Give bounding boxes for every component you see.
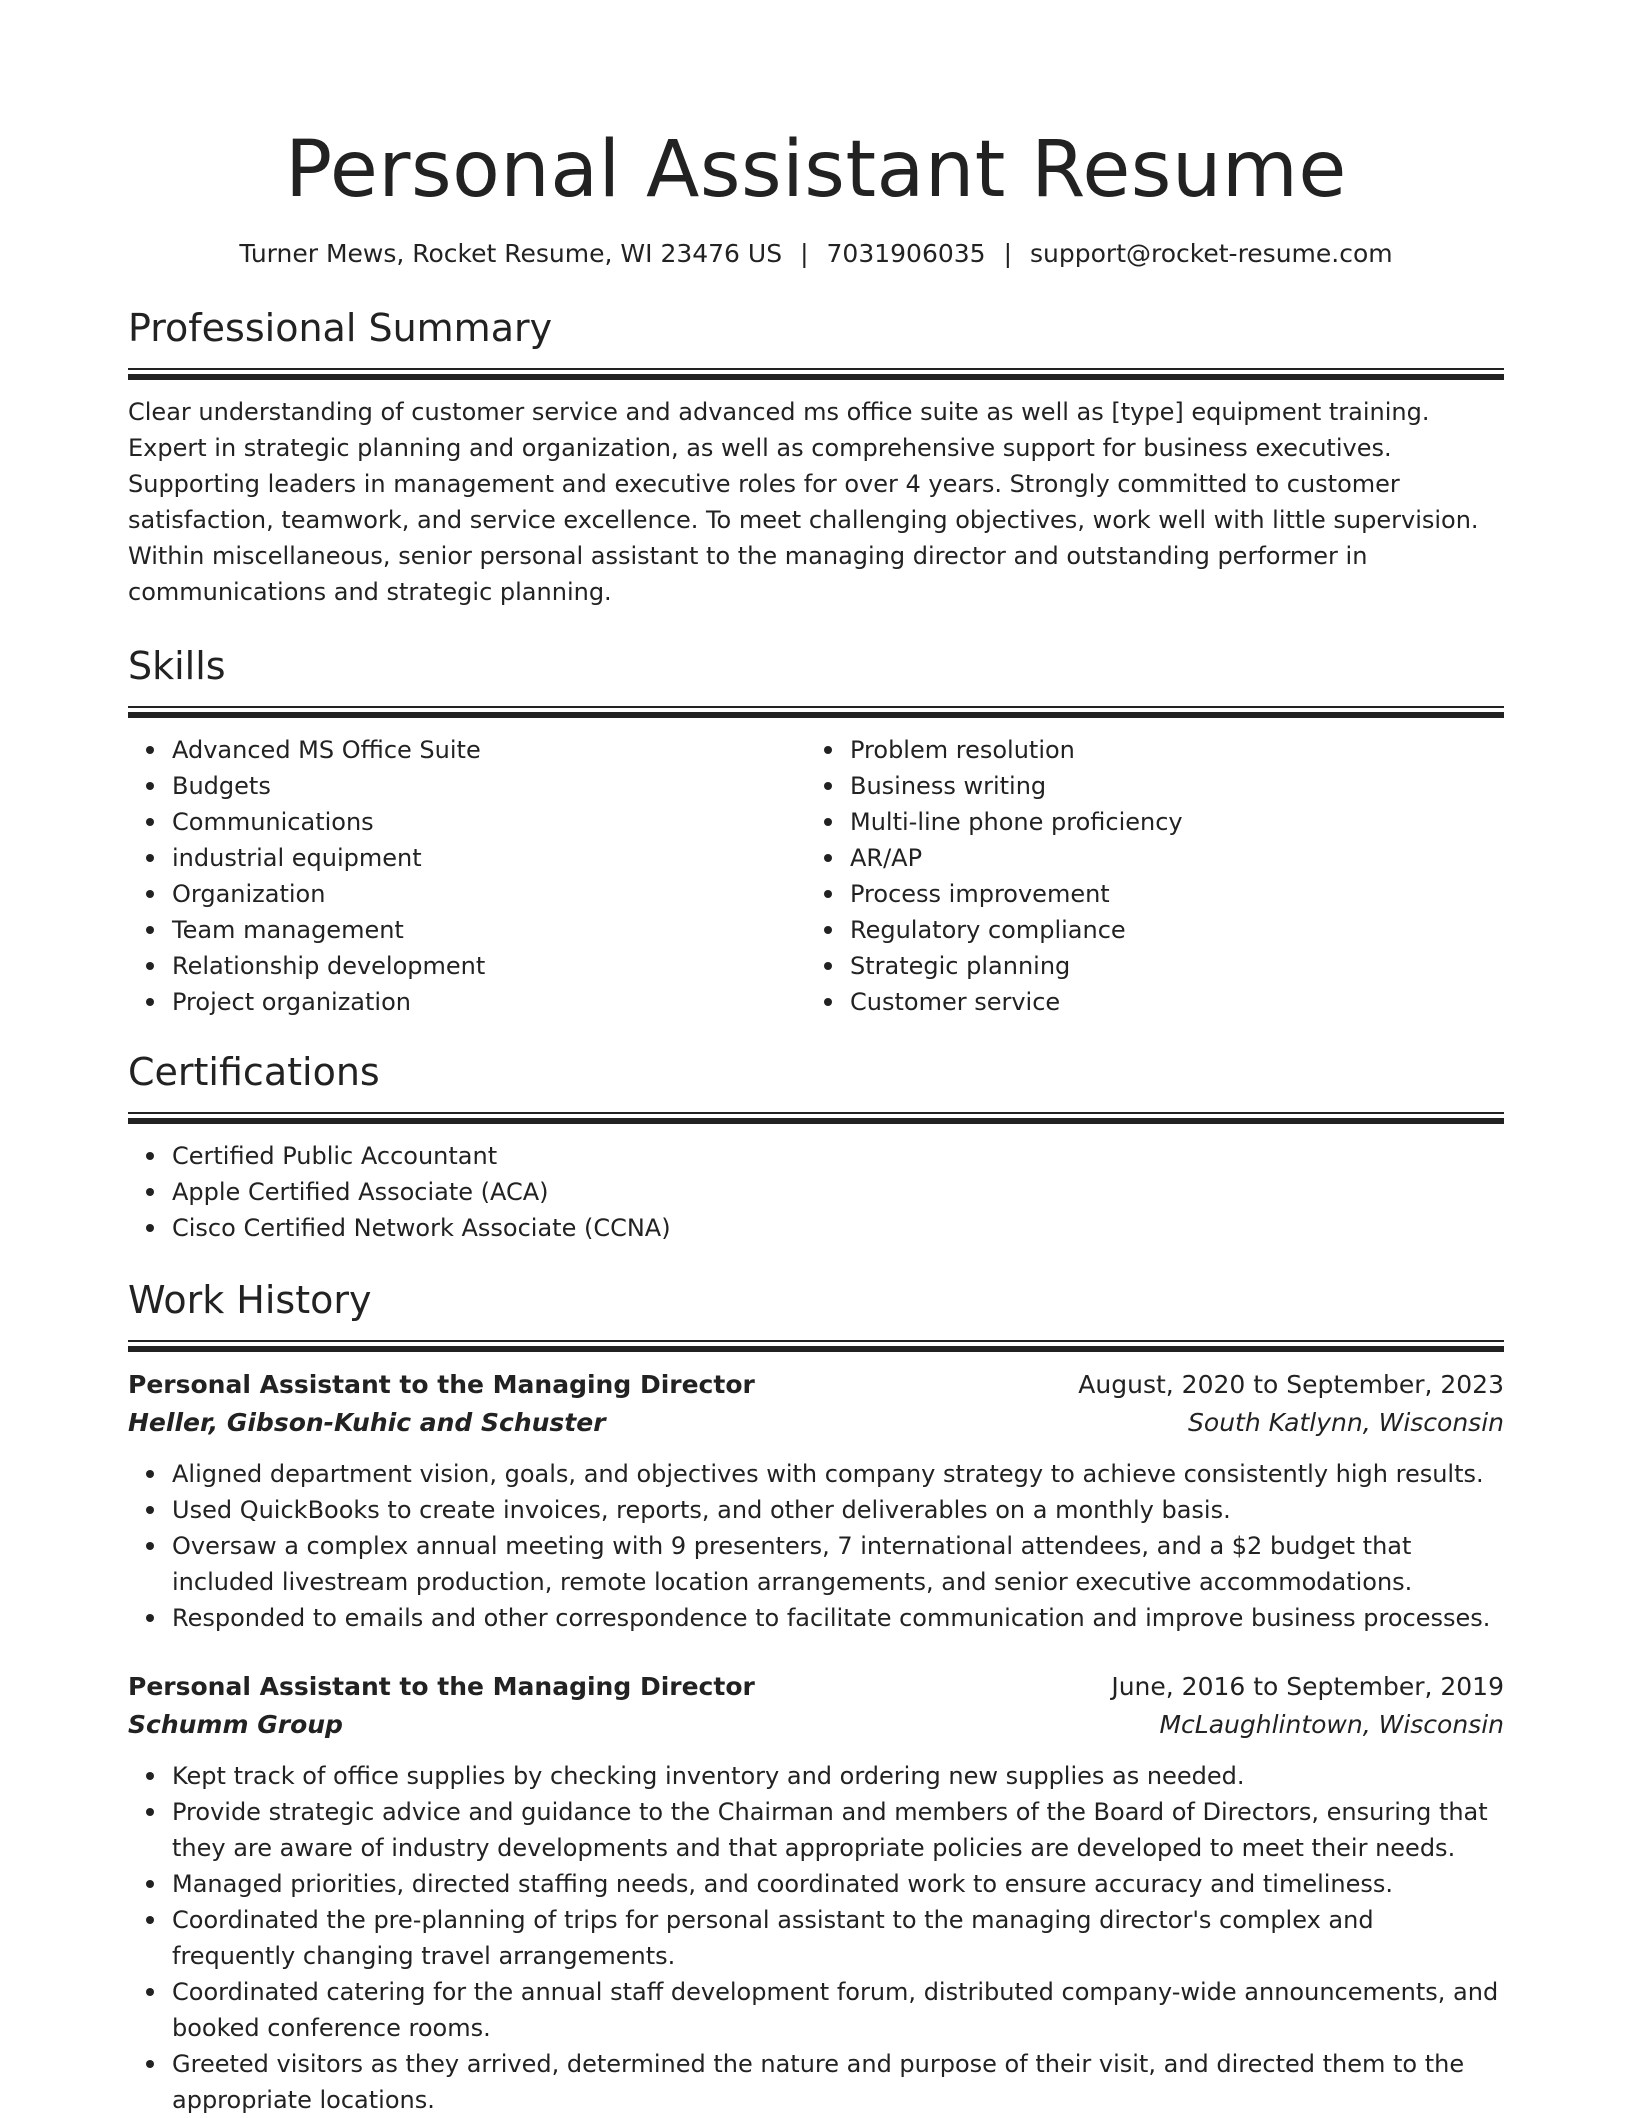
job-entry <box>128 1366 1504 1636</box>
job-location: South Katlynn, Wisconsin <box>1188 1408 1504 1437</box>
skills-right-column <box>806 732 1484 1020</box>
certification-item: Cisco Certified Network Associate (CCNA) <box>172 1210 1504 1246</box>
job-subheader <box>128 1404 1504 1442</box>
job-duty: Responded to emails and other correspondence to facilitate communication and improve business processes. <box>172 1600 1504 1636</box>
skill-item: Business writing <box>850 768 1484 804</box>
job-location: McLaughlintown, Wisconsin <box>1159 1710 1504 1739</box>
work-history-section <box>128 1276 1504 2118</box>
job-title: Personal Assistant to the Managing Director <box>128 1370 755 1399</box>
skills-left-column <box>128 732 806 1020</box>
skill-item: Process improvement <box>850 876 1484 912</box>
skill-item: Organization <box>172 876 806 912</box>
job-duties-list <box>128 1758 1504 2118</box>
contact-separator: | <box>800 239 809 268</box>
skill-item: Team management <box>172 912 806 948</box>
skill-item: Multi-line phone proficiency <box>850 804 1484 840</box>
job-company: Schumm Group <box>128 1710 343 1739</box>
job-duties-list <box>128 1456 1504 1636</box>
section-divider <box>128 706 1504 718</box>
contact-email[interactable]: support@rocket-resume.com <box>1030 239 1393 268</box>
job-company: Heller, Gibson-Kuhic and Schuster <box>128 1408 606 1437</box>
section-divider <box>128 1340 1504 1352</box>
job-title: Personal Assistant to the Managing Director <box>128 1672 755 1701</box>
resume-page <box>128 0 1504 2118</box>
skill-item: AR/AP <box>850 840 1484 876</box>
job-duty: Coordinated the pre-planning of trips for personal assistant to the managing director's complex and frequently changing travel arrangements. <box>172 1902 1504 1974</box>
skill-item: Strategic planning <box>850 948 1484 984</box>
job-duty: Coordinated catering for the annual staff development forum, distributed company-wide announcements, and booked conference rooms. <box>172 1974 1504 2046</box>
summary-heading: Professional Summary <box>128 306 553 350</box>
contact-phone: 7031906035 <box>826 239 986 268</box>
section-divider <box>128 1112 1504 1124</box>
job-dates: August, 2020 to September, 2023 <box>1078 1370 1504 1399</box>
skills-heading: Skills <box>128 644 226 688</box>
summary-section <box>128 304 1504 610</box>
skill-item: Communications <box>172 804 806 840</box>
job-duty: Managed priorities, directed staffing needs, and coordinated work to ensure accuracy and timeliness. <box>172 1866 1504 1902</box>
skills-section <box>128 642 1504 1020</box>
job-dates: June, 2016 to September, 2019 <box>1111 1672 1504 1701</box>
skill-item: Project organization <box>172 984 806 1020</box>
job-duty: Used QuickBooks to create invoices, reports, and other deliverables on a monthly basis. <box>172 1492 1504 1528</box>
certification-item: Certified Public Accountant <box>172 1138 1504 1174</box>
skill-item: Regulatory compliance <box>850 912 1484 948</box>
skill-item: Advanced MS Office Suite <box>172 732 806 768</box>
contact-line <box>128 236 1504 272</box>
skill-item: industrial equipment <box>172 840 806 876</box>
work-history-heading: Work History <box>128 1278 372 1322</box>
job-subheader <box>128 1706 1504 1744</box>
skills-right-list <box>806 732 1484 1020</box>
job-duty: Aligned department vision, goals, and objectives with company strategy to achieve consistently high results. <box>172 1456 1504 1492</box>
contact-separator: | <box>1003 239 1013 268</box>
job-header <box>128 1366 1504 1404</box>
skill-item: Problem resolution <box>850 732 1484 768</box>
skills-left-list <box>128 732 806 1020</box>
skill-item: Customer service <box>850 984 1484 1020</box>
job-entry <box>128 1668 1504 2118</box>
contact-address: Turner Mews, Rocket Resume, WI 23476 US <box>239 239 783 268</box>
certifications-heading: Certifications <box>128 1050 380 1094</box>
certifications-section <box>128 1048 1504 1246</box>
certification-item: Apple Certified Associate (ACA) <box>172 1174 1504 1210</box>
job-duty: Provide strategic advice and guidance to the Chairman and members of the Board of Directors, ensuring that they are aware of industry developments and that appropriate policies are developed to meet their needs. <box>172 1794 1504 1866</box>
resume-title: Personal Assistant Resume <box>285 125 1347 215</box>
summary-text: Clear understanding of customer service and advanced ms office suite as well as [type] equipment training. Expert in strategic planning and organization, as well as comprehensive support for business executives. Supporting leaders in management and executive roles for over 4 years. Strongly committed to customer satisfaction, teamwork, and service excellence. To meet challenging objectives, work well with little supervision. Within miscellaneous, senior personal assistant to the managing director and outstanding performer in communications and strategic planning. <box>128 398 1479 606</box>
section-divider <box>128 368 1504 380</box>
certifications-list <box>128 1138 1504 1246</box>
skills-columns <box>128 732 1504 1020</box>
job-duty: Greeted visitors as they arrived, determined the nature and purpose of their visit, and directed them to the appropriate locations. <box>172 2046 1504 2118</box>
job-duty: Oversaw a complex annual meeting with 9 presenters, 7 international attendees, and a $2 budget that included livestream production, remote location arrangements, and senior executive accommodations. <box>172 1528 1504 1600</box>
skill-item: Budgets <box>172 768 806 804</box>
job-duty: Kept track of office supplies by checking inventory and ordering new supplies as needed. <box>172 1758 1504 1794</box>
skill-item: Relationship development <box>172 948 806 984</box>
job-header <box>128 1668 1504 1706</box>
